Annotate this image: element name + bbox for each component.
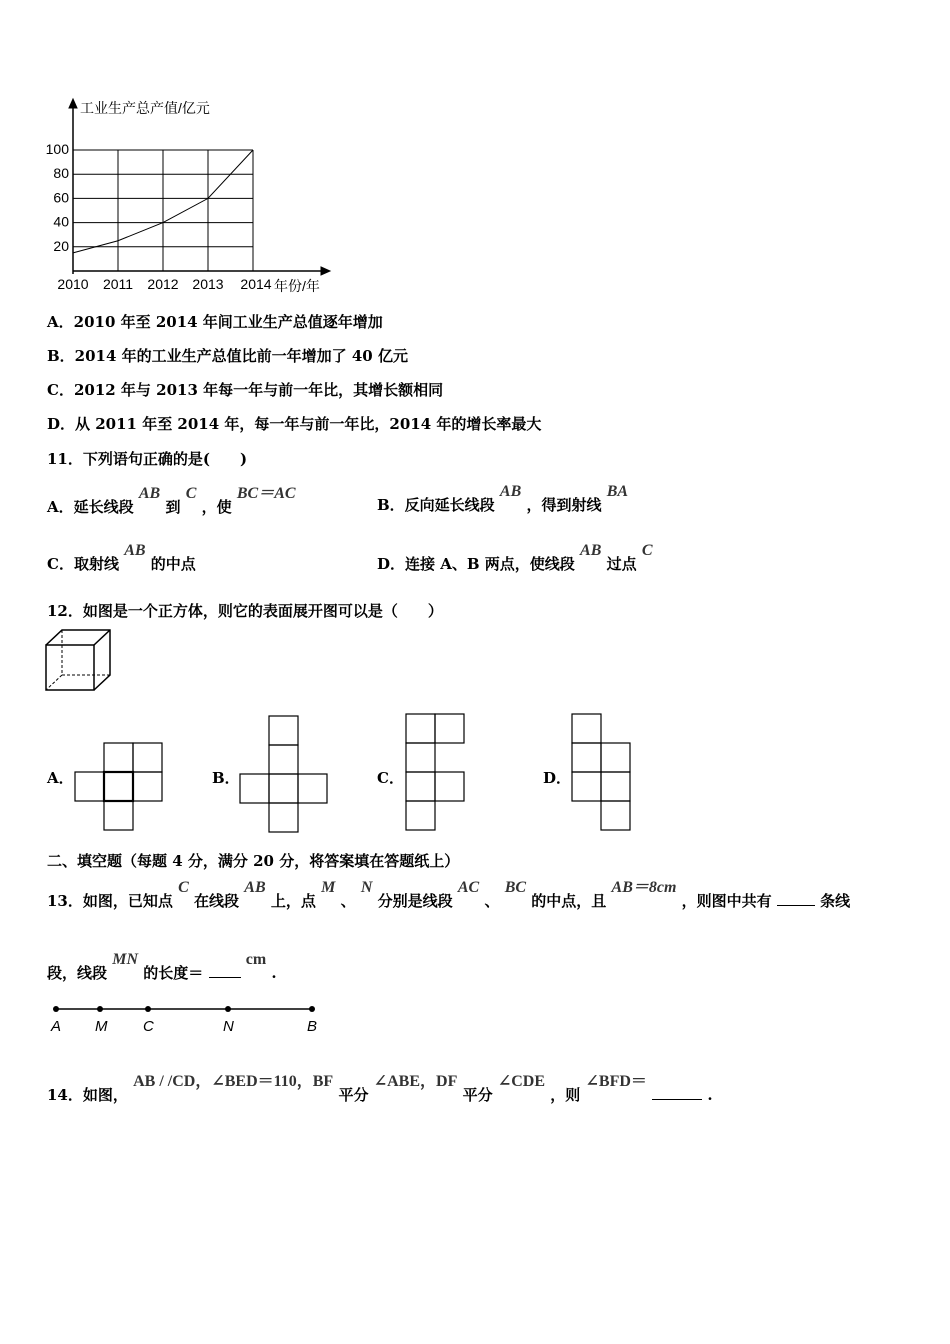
math: cm [245, 951, 267, 968]
segment-point [225, 1006, 231, 1012]
chart-x-tick-label: 2011 [102, 276, 134, 292]
math: N [360, 879, 373, 896]
answer-blank[interactable] [652, 1085, 702, 1100]
q12-label-d: D． [543, 769, 572, 787]
line-chart [40, 96, 340, 300]
chart-y-tick-label: 60 [53, 189, 69, 206]
segment-point [53, 1006, 59, 1012]
math: BA [606, 483, 629, 500]
net-option-d [569, 712, 633, 834]
answer-blank[interactable] [777, 891, 815, 906]
segment-point [97, 1006, 103, 1012]
segment-point [145, 1006, 151, 1012]
segment-point-label: N [223, 1018, 234, 1035]
chart-y-tick-label: 40 [53, 213, 69, 230]
math: M [321, 879, 336, 896]
segment-figure [40, 1000, 330, 1040]
net-option-b [237, 714, 329, 834]
chart-x-tick-label: 2012 [147, 276, 179, 292]
math: ∠ABE，DF [373, 1073, 458, 1090]
q11-option-d: D．连接 A、B 两点，使线段 AB 过点 C [377, 542, 653, 573]
segment-point [309, 1006, 315, 1012]
chart-x-tick-labels [57, 276, 271, 292]
segment-point-label: B [307, 1018, 318, 1035]
chart-grid [73, 150, 253, 271]
chart-y-tick-label: 20 [53, 237, 69, 254]
q11-option-c: C．取射线 AB 的中点 [47, 542, 196, 573]
q10-option-d: D．从 2011 年至 2014 年，每一年与前一年比，2014 年的增长率最大 [47, 415, 542, 433]
math: BC [504, 879, 527, 896]
net-option-a [72, 741, 164, 833]
math: AB / /CD，∠BED＝110，BF [133, 1073, 334, 1090]
math: AB [138, 485, 161, 502]
q14-line: 14．如图， AB / /CD，∠BED＝110，BF 平分 ∠ABE，DF 平分 ∠CDE ，则 ∠BFD＝ . [47, 1073, 713, 1104]
q10-option-a: A．2010 年至 2014 年间工业生产总值逐年增加 [47, 313, 383, 331]
q12-label-c: C． [377, 769, 404, 787]
math: AC [457, 879, 480, 896]
chart-y-tick-labels [46, 141, 70, 254]
chart-x-tick-label: 2010 [57, 276, 89, 292]
chart-y-tick-label: 80 [53, 165, 69, 182]
chart-axes [69, 99, 330, 275]
math: C [641, 542, 653, 559]
segment-points [50, 1006, 317, 1035]
math: AB [124, 542, 146, 559]
q12-label-b: B． [212, 769, 240, 787]
math: C [178, 879, 189, 896]
segment-point-label: A [51, 1018, 62, 1035]
chart-y-axis-label: 工业生产总产值/亿元 [80, 100, 210, 116]
chart-x-tick-label: 2014 [240, 276, 272, 292]
math: AB [580, 542, 602, 559]
chart-y-tick-label: 100 [45, 141, 69, 157]
math: ∠BFD＝ [585, 1073, 647, 1090]
math: MN [112, 951, 139, 968]
net-option-c [403, 712, 467, 834]
q13-line-1: 13．如图，已知点 C 在线段 AB 上，点 M 、 N 分别是线段 AC 、 BC 的中点，且 AB＝8cm ，则图中共有 条线 [47, 879, 851, 910]
math: AB＝8cm [611, 879, 677, 896]
q12-label-a: A． [47, 769, 74, 787]
math: BC＝AC [236, 485, 296, 502]
q13-line-2: 段，线段 MN 的长度＝ cm . [47, 951, 277, 982]
section-2-heading: 二、填空题（每题 4 分，满分 20 分，将答案填在答题纸上） [47, 852, 460, 870]
q11-stem: 11．下列语句正确的是( ) [47, 450, 248, 468]
math: C [185, 485, 197, 502]
math: ∠CDE [497, 1073, 546, 1090]
segment-point-label: M [95, 1018, 108, 1035]
q12-stem: 12．如图是一个正方体，则它的表面展开图可以是（ ） [47, 602, 443, 620]
answer-blank[interactable] [209, 963, 241, 978]
math: AB [499, 483, 522, 500]
q10-option-c: C．2012 年与 2013 年每一年与前一年比，其增长额相同 [47, 381, 444, 399]
q10-option-b: B．2014 年的工业生产总值比前一年增加了 40 亿元 [47, 347, 408, 365]
chart-x-tick-label: 2013 [192, 276, 224, 292]
q11-option-b: B．反向延长线段 AB ，得到射线 BA [377, 483, 629, 514]
segment-point-label: C [143, 1018, 154, 1035]
cube-figure [44, 628, 114, 694]
math: AB [244, 879, 266, 896]
q11-option-a: A．延长线段 AB 到 C ，使 BC＝AC [47, 485, 296, 516]
chart-x-axis-label: 年份/年 [274, 278, 320, 294]
